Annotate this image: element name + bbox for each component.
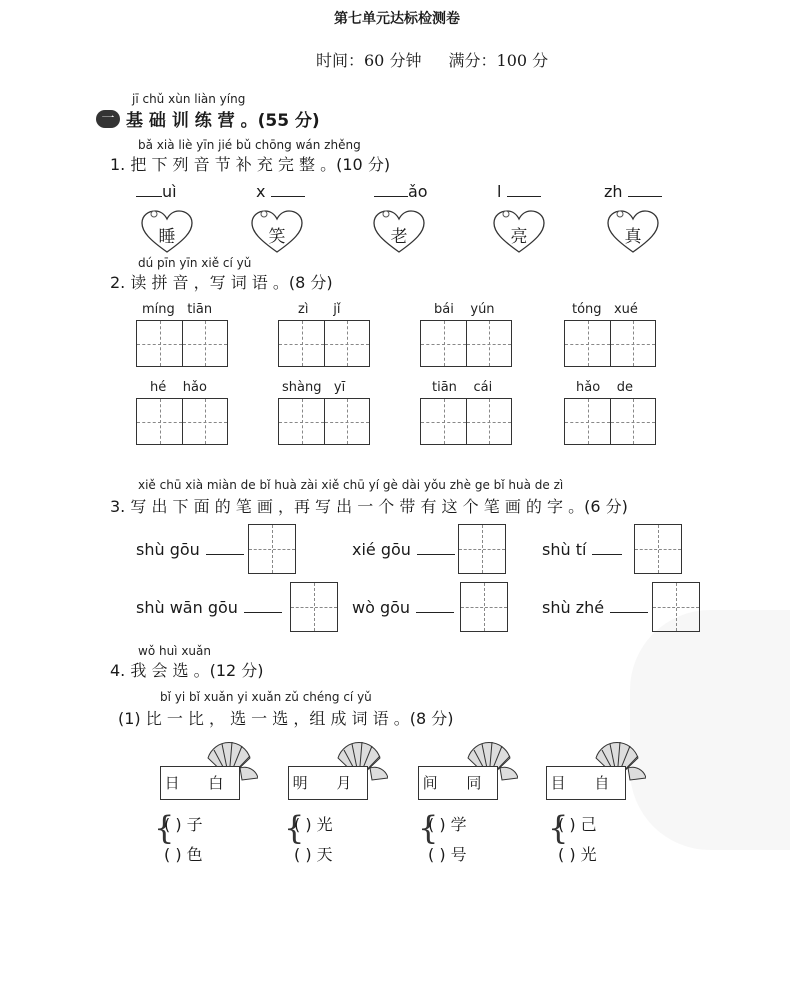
page-title: 第七单元达标检测卷 [334, 11, 460, 27]
q3-pinyin: xiě chū xià miàn de bǐ huà zài xiě chū yí gè dài yǒu zhè ge bǐ huà de zì [138, 478, 564, 492]
tianzige-box[interactable] [136, 320, 228, 367]
q2-pinyin: dú pīn yīn xiě cí yǔ [138, 256, 252, 270]
stroke-label: shù zhé [542, 598, 648, 617]
time-info [316, 48, 570, 71]
section1-mark: 一 [96, 110, 120, 128]
answer-blank[interactable] [507, 184, 541, 197]
option-blank[interactable]: ( ) 色 [164, 845, 203, 864]
stroke-label: wò gōu [352, 598, 454, 617]
character-card: 间 同 [418, 766, 498, 800]
answer-blank[interactable] [244, 612, 282, 613]
option-blank[interactable]: ( ) 己 [558, 815, 597, 834]
tianzige-box[interactable] [290, 582, 338, 632]
heart-card: 笑 [250, 210, 304, 254]
watermark-stamp [630, 610, 790, 850]
q2-pinyin-label: zì jǐ [298, 302, 341, 317]
q4-pinyin: wǒ huì xuǎn [138, 644, 211, 658]
option-blank[interactable]: ( ) 天 [294, 845, 333, 864]
q2-text: 2. 读 拼 音 ，写 词 语 。(8 分) [110, 273, 333, 292]
option-blank[interactable]: ( ) 光 [294, 815, 333, 834]
answer-blank[interactable] [136, 184, 162, 197]
brace: { [548, 809, 569, 847]
q1-item-2-pinyin: x [256, 182, 305, 201]
answer-blank[interactable] [374, 184, 408, 197]
option-blank[interactable]: ( ) 学 [428, 815, 467, 834]
q1-item-5-pinyin: zh [604, 182, 662, 201]
full-score: 满分：100 分 [448, 51, 549, 70]
tianzige-box[interactable] [652, 582, 700, 632]
tianzige-box[interactable] [136, 398, 228, 445]
tianzige-box[interactable] [564, 398, 656, 445]
character-card: 目 自 [546, 766, 626, 800]
stroke-label: xié gōu [352, 540, 455, 559]
tianzige-box[interactable] [458, 524, 506, 574]
tianzige-box[interactable] [248, 524, 296, 574]
section1-title: 基 础 训 练 营 。(55 分) [126, 111, 320, 131]
heart-card: 老 [372, 210, 426, 254]
q4-sub-text: (1) 比 一 比 ， 选 一 选 ，组 成 词 语 。(8 分) [118, 709, 454, 728]
character-card: 日 白 [160, 766, 240, 800]
q4-sub-pinyin: bǐ yi bǐ xuǎn yi xuǎn zǔ chéng cí yǔ [160, 690, 372, 704]
q3-text: 3. 写 出 下 面 的 笔 画 ，再 写 出 一 个 带 有 这 个 笔 画 的 字 。(6 分) [110, 497, 628, 516]
character-card: 明 月 [288, 766, 368, 800]
tianzige-box[interactable] [278, 320, 370, 367]
answer-blank[interactable] [628, 184, 662, 197]
answer-blank[interactable] [417, 554, 455, 555]
heart-card: 真 [606, 210, 660, 254]
tianzige-box[interactable] [420, 398, 512, 445]
answer-blank[interactable] [271, 184, 305, 197]
tianzige-box[interactable] [278, 398, 370, 445]
q1-pinyin: bǎ xià liè yīn jié bǔ chōng wán zhěng [138, 138, 361, 152]
q2-pinyin-label: tiān cái [432, 380, 493, 395]
brace: { [284, 809, 305, 847]
q1-item-1-pinyin: uì [136, 182, 177, 201]
q2-pinyin-label: míng tiān [142, 302, 213, 317]
section1-pinyin: jī chǔ xùn liàn yíng [132, 92, 246, 106]
answer-blank[interactable] [592, 554, 622, 555]
brace: { [418, 809, 439, 847]
q2-pinyin-label: hǎo de [576, 380, 633, 395]
q1-item-3-pinyin: ǎo [374, 182, 428, 201]
time-limit: 时间：60 分钟 [316, 51, 422, 70]
heart-card: 睡 [140, 210, 194, 254]
option-blank[interactable]: ( ) 号 [428, 845, 467, 864]
tianzige-box[interactable] [460, 582, 508, 632]
answer-blank[interactable] [206, 554, 244, 555]
q2-pinyin-label: shàng yī [282, 380, 346, 395]
option-blank[interactable]: ( ) 子 [164, 815, 203, 834]
q4-text: 4. 我 会 选 。(12 分) [110, 661, 264, 680]
heart-card: 亮 [492, 210, 546, 254]
stroke-label: shù wān gōu [136, 598, 282, 617]
q1-item-4-pinyin: l [497, 182, 541, 201]
tianzige-box[interactable] [420, 320, 512, 367]
answer-blank[interactable] [610, 612, 648, 613]
tianzige-box[interactable] [634, 524, 682, 574]
q2-pinyin-label: hé hǎo [150, 380, 207, 395]
brace: { [154, 809, 175, 847]
stroke-label: shù gōu [136, 540, 244, 559]
answer-blank[interactable] [416, 612, 454, 613]
q1-text: 1. 把 下 列 音 节 补 充 完 整 。(10 分) [110, 155, 391, 174]
q2-pinyin-label: tóng xué [572, 302, 638, 317]
option-blank[interactable]: ( ) 光 [558, 845, 597, 864]
q2-pinyin-label: bái yún [434, 302, 495, 317]
stroke-label: shù tí [542, 540, 622, 559]
tianzige-box[interactable] [564, 320, 656, 367]
